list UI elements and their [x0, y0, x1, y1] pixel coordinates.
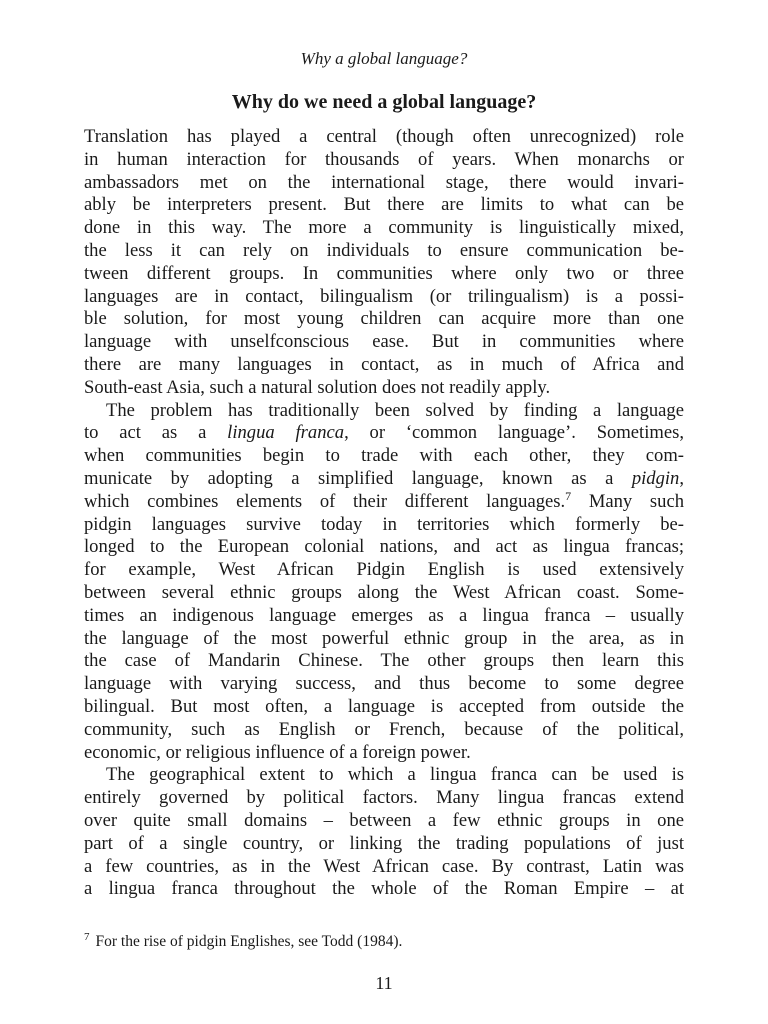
text-run: , — [679, 467, 684, 489]
paragraph-1 — [84, 126, 684, 400]
text-line: tween different groups. In communities where only two or three — [84, 262, 684, 284]
text-line: pidgin languages survive today in territories which formerly be- — [84, 513, 684, 535]
text-line: the case of Mandarin Chinese. The other groups then learn this — [84, 650, 684, 672]
text-run: which combines elements of their different languages. — [84, 490, 566, 512]
text-line: community, such as English or French, because of the political, — [84, 718, 684, 740]
page-number: 11 — [375, 973, 393, 993]
text-line: ably be interpreters present. But there are limits to what can be — [84, 194, 684, 216]
footnote-text: For the rise of pidgin Englishes, see Todd (1984). — [95, 933, 403, 950]
footnote-reference[interactable]: 7 — [565, 488, 572, 503]
footnote — [84, 932, 684, 952]
italic-term-pidgin: pidgin — [631, 467, 680, 489]
text-line: entirely governed by political factors. Many lingua francas extend — [84, 787, 684, 809]
text-run: , or ‘common language’. Sometimes, — [344, 422, 684, 444]
text-line: economic, or religious influence of a foreign power. — [84, 741, 471, 763]
paragraph-2 — [84, 400, 684, 765]
text-line: in human interaction for thousands of years. When monarchs or — [84, 148, 684, 170]
footnote-number: 7 — [84, 930, 90, 943]
text-line: South-east Asia, such a natural solution does not readily apply. — [84, 376, 551, 398]
text-run: municate by adopting a simplified language, known as a — [84, 467, 632, 489]
text-line: language with unselfconscious ease. But in communities where — [84, 331, 684, 353]
text-line: a few countries, as in the West African case. By contrast, Latin was — [84, 855, 684, 877]
text-run: to act as a — [84, 422, 228, 444]
text-line: there are many languages in contact, as in much of Africa and — [84, 353, 684, 375]
text-line: Translation has played a central (though often unrecognized) role — [84, 126, 684, 147]
text-line: longed to the European colonial nations, and act as lingua francas; — [84, 536, 684, 558]
text-run: Many such — [571, 490, 684, 512]
running-head: Why a global language? — [300, 49, 468, 68]
text-line: ambassadors met on the international stage, there would invari- — [84, 171, 684, 193]
text-line: part of a single country, or linking the trading populations of just — [84, 832, 684, 854]
text-line: bilingual. But most often, a language is accepted from outside the — [84, 695, 684, 717]
text-line: for example, West African Pidgin English is used extensively — [84, 559, 684, 581]
text-line — [84, 488, 684, 514]
text-line — [84, 422, 684, 445]
paragraph-3 — [84, 764, 684, 901]
text-line: between several ethnic groups along the West African coast. Some- — [84, 581, 684, 603]
text-line: The problem has traditionally been solved by finding a language — [106, 399, 684, 421]
body-text — [84, 126, 684, 901]
text-line: done in this way. The more a community is linguistically mixed, — [84, 217, 684, 239]
text-line: the language of the most powerful ethnic group in the area, as in — [84, 627, 684, 649]
text-line: when communities begin to trade with each other, they com- — [84, 445, 684, 467]
text-line — [84, 468, 684, 491]
text-line: ble solution, for most young children can acquire more than one — [84, 308, 684, 330]
text-line: languages are in contact, bilingualism (or trilingualism) is a possi- — [84, 285, 684, 307]
text-line: a lingua franca throughout the whole of the Roman Empire – at — [84, 878, 684, 900]
text-line: the less it can rely on individuals to ensure communication be- — [84, 239, 684, 261]
section-title: Why do we need a global language? — [231, 91, 537, 113]
italic-term-lingua-franca: lingua franca — [227, 422, 345, 444]
text-line: The geographical extent to which a lingua franca can be used is — [106, 764, 684, 786]
text-line: over quite small domains – between a few ethnic groups in one — [84, 809, 684, 831]
text-line: language with varying success, and thus become to some degree — [84, 673, 684, 695]
text-line: times an indigenous language emerges as a lingua franca – usually — [84, 604, 684, 626]
